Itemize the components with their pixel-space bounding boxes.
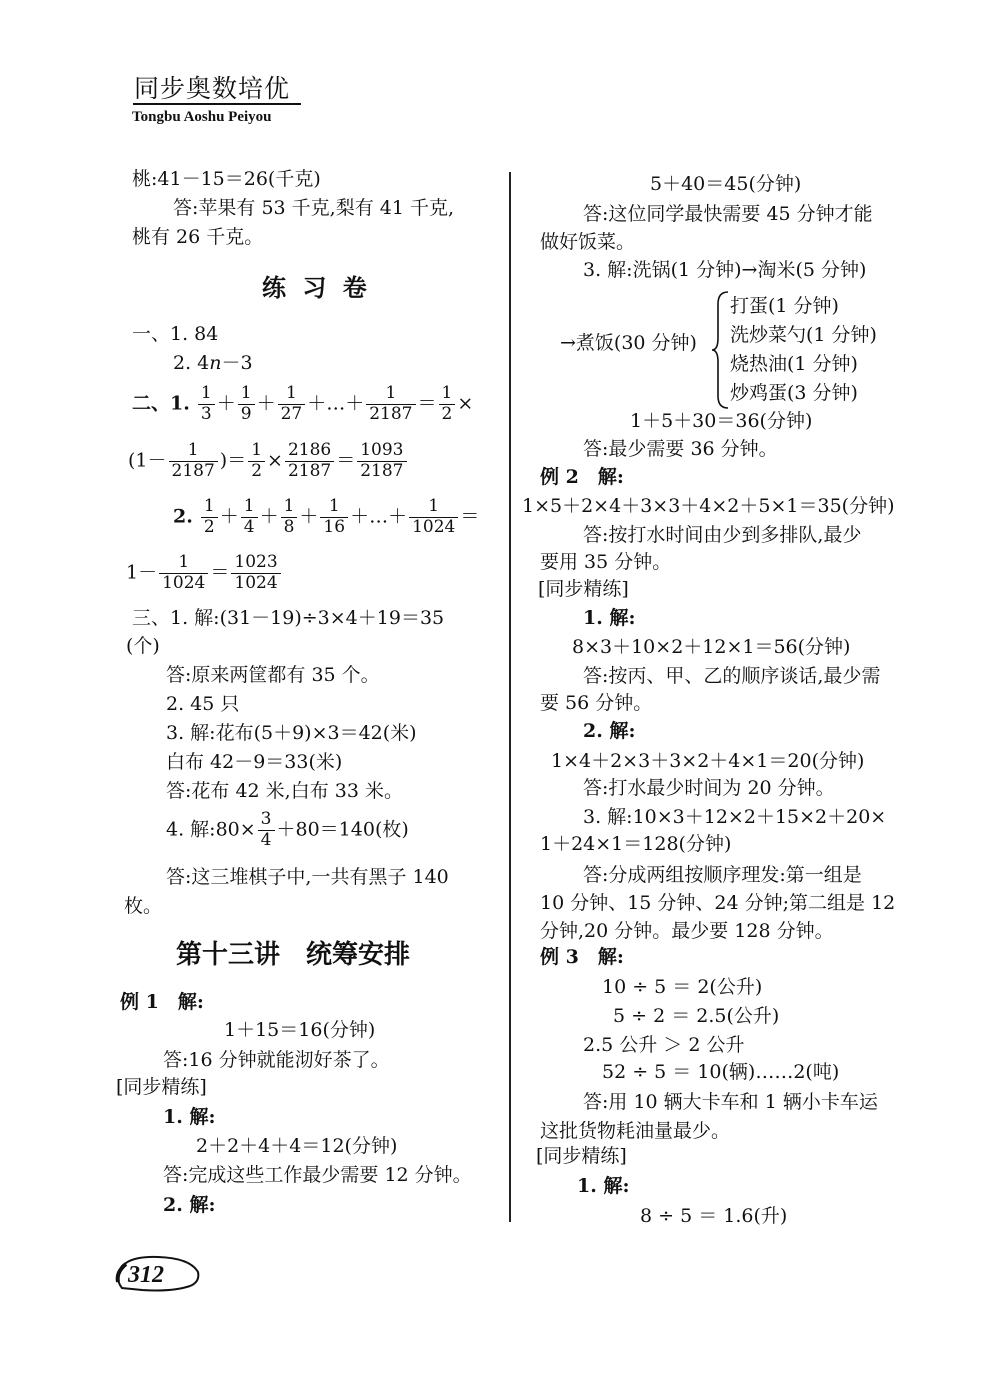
line: 白布 42－9＝33(米) xyxy=(166,751,343,773)
example-label: 例 1 解: xyxy=(120,991,204,1013)
line: 答:按打水时间由少到多排队,最少 xyxy=(583,524,862,546)
fraction: $\frac{1}{1024}$ xyxy=(159,554,208,593)
fraction: $\frac{1}{9}$ xyxy=(238,385,255,424)
line: 炒鸡蛋(3 分钟) xyxy=(730,382,858,404)
line: 桃有 26 千克。 xyxy=(132,226,264,248)
line: 答:打水最少时间为 20 分钟。 xyxy=(583,777,835,799)
line: 8 ÷ 5 ＝ 1.6(升) xyxy=(640,1205,788,1227)
fraction-line: (1－ $\frac{1}{2187}$ )＝ $\frac{1}{2}$ × $\frac{2186}{2187}$ ＝ $\frac{1093}{2187}$ xyxy=(128,442,409,481)
line: 答:花布 42 米,白布 33 米。 xyxy=(166,780,403,802)
line: 做好饭菜。 xyxy=(540,231,636,253)
line: 10 ÷ 5 ＝ 2(公升) xyxy=(602,976,763,998)
fraction: $\frac{1023}{1024}$ xyxy=(231,554,280,593)
line: 答:16 分钟就能沏好茶了。 xyxy=(163,1049,390,1071)
chapter-title: 第十三讲 统筹安排 xyxy=(176,940,411,970)
line: →煮饭(30 分钟) xyxy=(560,332,697,354)
line: 答:原来两筐都有 35 个。 xyxy=(166,664,380,686)
fraction: $\frac{1093}{2187}$ xyxy=(357,442,406,481)
fraction: $\frac{1}{2}$ xyxy=(201,498,218,537)
line: 2. 解: xyxy=(163,1194,216,1216)
line: 1×4＋2×3＋3×2＋4×1＝20(分钟) xyxy=(551,750,865,772)
line: 答:分成两组按顺序理发:第一组是 xyxy=(583,864,862,886)
line: 3. 解:花布(5＋9)×3＝42(米) xyxy=(166,722,417,744)
line xyxy=(173,354,253,373)
fraction: $\frac{1}{4}$ xyxy=(241,498,258,537)
line: 8×3＋10×2＋12×1＝56(分钟) xyxy=(572,636,851,658)
fraction-line: 2. $\frac{1}{2}$ ＋ $\frac{1}{4}$ ＋ $\frac{1}{8}$ ＋ $\frac{1}{16}$ ＋…＋ $\frac{1}{1024}$ ＝ xyxy=(173,496,480,537)
fraction: $\frac{1}{2187}$ xyxy=(169,442,218,481)
line: 2＋2＋4＋4＝12(分钟) xyxy=(196,1135,398,1157)
line: 3. 解:洗锅(1 分钟)→淘米(5 分钟) xyxy=(583,259,867,281)
fraction: $\frac{1}{2187}$ xyxy=(366,385,415,424)
page-number: 312 xyxy=(128,1262,164,1288)
fraction-line: 1－ $\frac{1}{1024}$ ＝ $\frac{1023}{1024}$ xyxy=(126,554,283,593)
fraction: $\frac{1}{1024}$ xyxy=(409,498,458,537)
line: 1. 解: xyxy=(163,1106,216,1128)
section-label: [同步精练] xyxy=(116,1076,207,1098)
text: －3 xyxy=(221,352,253,374)
line: 一、1. 84 xyxy=(132,323,219,345)
line: 2.5 公升 ＞ 2 公升 xyxy=(583,1034,745,1056)
line: 1＋15＝16(分钟) xyxy=(224,1019,376,1041)
section-label: [同步精练] xyxy=(536,1145,627,1167)
line: 2. 45 只 xyxy=(166,693,240,715)
header-title-cn: 同步奥数培优 xyxy=(134,74,291,103)
line: 答:这三堆棋子中,一共有黑子 140 xyxy=(166,866,449,888)
line: 答:用 10 辆大卡车和 1 辆小卡车运 xyxy=(583,1091,878,1113)
line: 打蛋(1 分钟) xyxy=(730,295,839,317)
line: 这批货物耗油量最少。 xyxy=(540,1120,731,1142)
line: 1×5＋2×4＋3×3＋4×2＋5×1＝35(分钟) xyxy=(522,495,895,517)
text: 2. 4 xyxy=(173,352,210,374)
section-label: [同步精练] xyxy=(538,578,629,600)
line: 1＋24×1＝128(分钟) xyxy=(540,833,732,855)
line: 1＋5＋30＝36(分钟) xyxy=(630,410,813,432)
line: 分钟,20 分钟。最少要 128 分钟。 xyxy=(540,920,834,942)
line: 要用 35 分钟。 xyxy=(540,551,672,573)
line: 5＋40＝45(分钟) xyxy=(650,173,802,195)
fraction: $\frac{1}{8}$ xyxy=(281,498,298,537)
line: 1. 解: xyxy=(583,607,636,629)
line: 3. 解:10×3＋12×2＋15×2＋20× xyxy=(583,806,887,828)
line: 答:最少需要 36 分钟。 xyxy=(583,438,778,460)
line: 桃:41－15＝26(千克) xyxy=(132,168,321,190)
line: 答:苹果有 53 千克,梨有 41 千克, xyxy=(173,197,454,219)
fraction: $\frac{2186}{2187}$ xyxy=(285,442,334,481)
header-rule xyxy=(133,103,301,105)
fraction: $\frac{1}{3}$ xyxy=(198,385,215,424)
example-label: 例 3 解: xyxy=(540,946,624,968)
fraction: $\frac{1}{2}$ xyxy=(248,442,265,481)
line: (个) xyxy=(126,635,160,657)
line: 洗炒菜勺(1 分钟) xyxy=(730,324,877,346)
line: 答:完成这些工作最少需要 12 分钟。 xyxy=(163,1164,472,1186)
fraction: $\frac{1}{2}$ xyxy=(439,385,456,424)
line: 三、1. 解:(31－19)÷3×4＋19＝35 xyxy=(132,607,445,629)
fraction: $\frac{1}{27}$ xyxy=(278,385,306,424)
question-label: 二、1. xyxy=(132,392,190,415)
section-title: 练 习 卷 xyxy=(262,274,371,302)
line: 10 分钟、15 分钟、24 分钟;第二组是 12 xyxy=(540,892,896,914)
line: 52 ÷ 5 ＝ 10(辆)……2(吨) xyxy=(602,1061,840,1083)
brace-icon xyxy=(710,290,732,410)
fraction: $\frac{3}{4}$ xyxy=(258,811,275,850)
line: 烧热油(1 分钟) xyxy=(730,353,858,375)
column-divider xyxy=(509,172,511,1222)
example-label: 例 2 解: xyxy=(540,466,624,488)
line: 要 56 分钟。 xyxy=(540,692,653,714)
line: 答:这位同学最快需要 45 分钟才能 xyxy=(583,203,873,225)
line: 答:按丙、甲、乙的顺序谈话,最少需 xyxy=(583,665,881,687)
line: 枚。 xyxy=(124,895,163,917)
variable: n xyxy=(209,352,222,374)
header-title-en: Tongbu Aoshu Peiyou xyxy=(132,109,272,125)
line: 1. 解: xyxy=(577,1175,630,1197)
fraction-line: 二、1. $\frac{1}{3}$ ＋ $\frac{1}{9}$ ＋ $\frac{1}{27}$ ＋…＋ $\frac{1}{2187}$ ＝ $\frac{1}{2}$ × xyxy=(132,383,474,424)
question-label: 2. xyxy=(173,505,193,528)
fraction: $\frac{1}{16}$ xyxy=(320,498,348,537)
fraction-line: 4. 解:80× $\frac{3}{4}$ ＋80＝140(枚) xyxy=(166,809,409,850)
line: 5 ÷ 2 ＝ 2.5(公升) xyxy=(613,1005,780,1027)
line: 2. 解: xyxy=(583,720,636,742)
